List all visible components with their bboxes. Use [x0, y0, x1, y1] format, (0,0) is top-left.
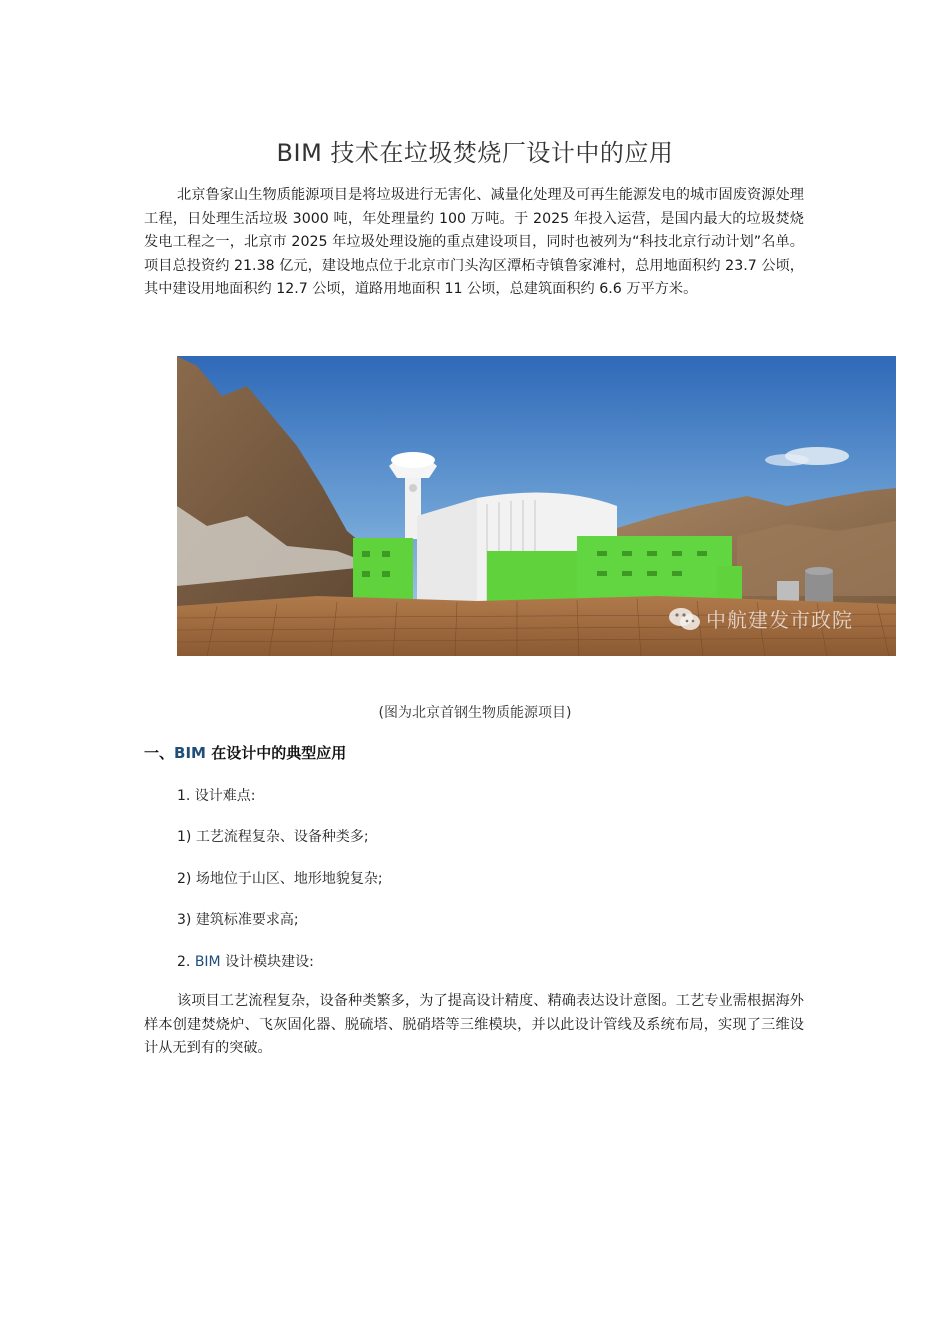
difficulty-heading: 1. 设计难点:: [177, 788, 256, 804]
photo-watermark: [668, 604, 853, 633]
watermark-text: 中航建发市政院: [706, 608, 853, 632]
module-bim: BIM: [194, 954, 221, 970]
document-title: BIM 技术在垃圾焚烧厂设计中的应用: [276, 139, 674, 167]
intro-paragraph: 北京鲁家山生物质能源项目是将垃圾进行无害化、减量化处理及可再生能源发电的城市固废资源处理工程，日处理生活垃圾 3000 吨，年处理量约 100 万吨。于 2025 年投入运营，是国内最大的垃圾焚烧发电工程之一，北京市 2025 年垃圾处理设施的重点建设项目，同时也被列为“科技北京行动计划”名单。项目总投资约 21.38 亿元，建设地点位于北京市门头沟区潭柘寺镇鲁家滩村，总用地面积约 23.7 公顷，其中建设用地面积约 12.7 公顷，道路用地面积 11 公顷，总建筑面积约 6.6 万平方米。: [144, 187, 804, 298]
section-suffix: 在设计中的典型应用: [205, 744, 347, 762]
section-prefix: 一、: [144, 744, 175, 762]
difficulty-item-1: 1) 工艺流程复杂、设备种类多;: [177, 829, 369, 845]
module-heading: [177, 951, 314, 971]
difficulty-item-2: 2) 场地位于山区、地形地貌复杂;: [177, 871, 383, 887]
wechat-icon: [668, 606, 702, 632]
module-paragraph: 该项目工艺流程复杂，设备种类繁多，为了提高设计精度、精确表达设计意图。工艺专业需根据海外样本创建焚烧炉、飞灰固化器、脱硫塔、脱硝塔等三维模块，并以此设计管线及系统布局，实现了三维设计从无到有的突破。: [144, 993, 804, 1057]
photo-caption: (图为北京首钢生物质能源项目): [378, 705, 572, 721]
module-prefix: 2.: [177, 954, 195, 970]
section-bim: BIM: [174, 744, 206, 762]
module-suffix: 设计模块建设:: [220, 954, 314, 970]
difficulty-item-3: 3) 建筑标准要求高;: [177, 912, 299, 928]
section-heading: [144, 742, 346, 763]
